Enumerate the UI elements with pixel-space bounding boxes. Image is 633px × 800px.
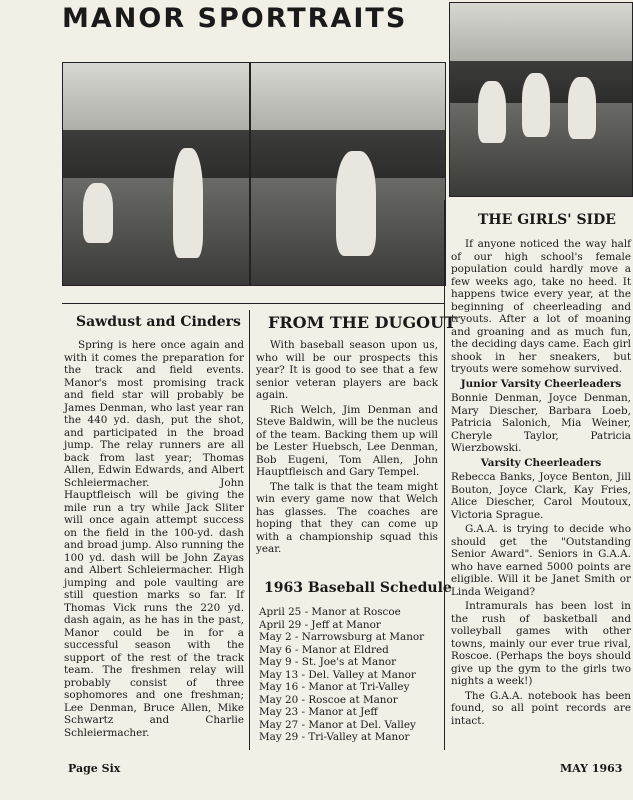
schedule-row: April 25 - Manor at Roscoe — [259, 606, 401, 618]
headline-sawdust: Sawdust and Cinders — [76, 314, 241, 330]
issue-date: MAY 1963 — [560, 762, 623, 775]
column-left — [64, 339, 244, 741]
masthead: MANOR SPORTRAITS — [62, 3, 408, 34]
paragraph: G.A.A. is trying to decide who should get the "Outstanding Senior Award". Seniors in G.A.A. who have earned 5000 points are eligible. Will it be Janet Smith or Linda Weigand? — [451, 523, 631, 598]
varsity-names: Rebecca Banks, Joyce Benton, Jill Bouton, Joyce Clark, Kay Fries, Alice Diescher, Carol Moutoux, Victoria Sprague. — [451, 471, 631, 521]
schedule-row: May 20 - Roscoe at Manor — [259, 693, 398, 706]
column-rule-left — [249, 310, 250, 750]
column-middle — [256, 339, 438, 558]
top-rule — [62, 303, 444, 304]
page-number: Page Six — [68, 762, 121, 775]
schedule-row: May 9 - St. Joe's at Manor — [259, 656, 397, 668]
schedule-row: May 16 - Manor at Tri-Valley — [259, 681, 410, 693]
schedule-row: May 27 - Manor at Del. Valley — [259, 718, 416, 731]
schedule-row: May 13 - Del. Valley at Manor — [259, 668, 416, 681]
column-rule-right — [444, 200, 445, 750]
headline-dugout: FROM THE DUGOUT — [268, 313, 456, 332]
headline-girls-side: THE GIRLS' SIDE — [478, 212, 616, 228]
schedule-row: May 6 - Manor at Eldred — [259, 643, 389, 656]
paragraph: If anyone noticed the way half of our high school's female population could hardly move a few weeks ago, take no heed. It happens twice every year, at the beginning of cheerleading and tryouts. After a lot of moaning and groaning and as much fun, the deciding days came. Each girl shook in her sneakers, but tryouts were somehow survived. — [451, 238, 631, 375]
photo-batter-catcher — [62, 62, 250, 286]
paragraph: The G.A.A. notebook has been found, so all point records are intact. — [451, 689, 631, 727]
jv-names: Bonnie Denman, Joyce Denman, Mary Diescher, Barbara Loeb, Patricia Salonich, Mia Weiner, Cheryle Taylor, Patricia Wierzbowski. — [451, 392, 631, 454]
paragraph: Rich Welch, Jim Denman and Steve Baldwin, will be the nucleus of the team. Backing them up will be Lester Huebsch, Lee Denman, Bob Eugeni, Tom Allen, John Hauptfleisch and Gary Tempel. — [256, 403, 438, 478]
jv-title: Junior Varsity Cheerleaders — [460, 377, 622, 390]
schedule-row: May 23 - Manor at Jeff — [259, 706, 378, 718]
paragraph: Spring is here once again and with it comes the preparation for the track and field events. Manor's most promising track and field star will probably be James Denman, who last year ran the 440 yd. dash, put the shot, and participated in the broad jump. The relay runners are all back from last year; Thomas Allen, Edwin Edwards, and Albert Schleiermacher. John Hauptfleisch will be giving the mile run a try while Jack Sliter will once again attempt success on the field in the 100-yd. dash and broad jump. Also running the 100 yd. dash will be John Zayas and Albert Schleiermacher. High jumping and pole vaulting are still question marks so far. If Thomas Vick runs the 220 yd. dash again, as he has in the past, Manor could be in for a successful season with the support of the rest of the track team. The freshmen relay will probably consist of three sophomores and one freshman; Lee Denman, Bruce Allen, Mike Schwartz and Charlie Schleiermacher. — [64, 339, 244, 739]
paragraph: The talk is that the team might win every game now that Welch has glasses. The coaches are hoping that they can come up with a championship squad this year. — [256, 480, 438, 555]
photo-pitcher — [250, 62, 446, 286]
schedule-title: 1963 Baseball Schedule — [264, 580, 452, 596]
column-right — [451, 238, 631, 729]
photo-girls — [449, 2, 633, 197]
schedule-list — [259, 606, 441, 744]
schedule-row: May 29 - Tri-Valley at Manor — [259, 731, 410, 743]
schedule-row: April 29 - Jeff at Manor — [259, 618, 381, 631]
schedule-row: May 2 - Narrowsburg at Manor — [259, 631, 425, 643]
paragraph: Intramurals has been lost in the rush of basketball and volleyball games with other towns, mainly our ever true rival, Roscoe. (Perhaps the boys should give up the gym to the girls two nights a week!) — [451, 600, 631, 687]
paragraph: With baseball season upon us, who will be our prospects this year? It is good to see that a few senior veteran players are back again. — [256, 339, 438, 401]
varsity-title: Varsity Cheerleaders — [480, 456, 602, 469]
